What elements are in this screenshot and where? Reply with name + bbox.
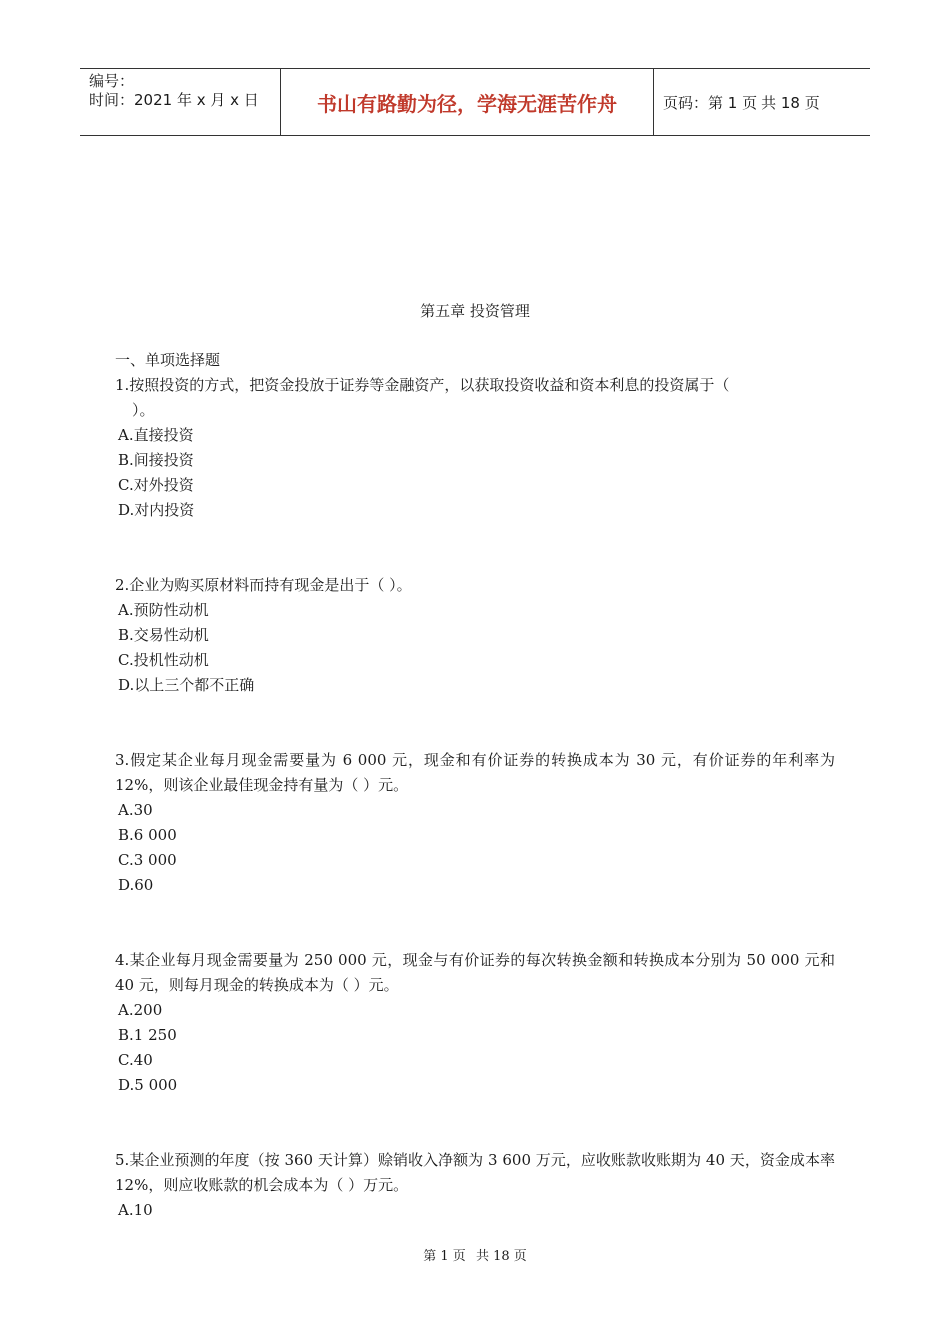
question-stem: 2.企业为购买原材料而持有现金是出于（ ）。 <box>115 576 412 594</box>
question-2 <box>115 573 835 698</box>
header-page-number: 页码：第 1 页 <box>663 93 758 112</box>
question-4 <box>115 948 835 1098</box>
question-stem: 4.某企业每月现金需要量为 250 000 元，现金与有价证券的每次转换金额和转换成本分别为 50 000 元和 40 元，则每月现金的转换成本为（ ）元。 <box>115 951 835 994</box>
question-1 <box>115 373 835 523</box>
question-stem: 3.假定某企业每月现金需要量为 6 000 元，现金和有价证券的转换成本为 30 元，有价证券的年利率为 12%，则该企业最佳现金持有量为（ ）元。 <box>115 751 835 794</box>
option-b: B.6 000 <box>118 826 177 844</box>
option-a: A.200 <box>118 1001 163 1019</box>
question-stem: 5.某企业预测的年度（按 360 天计算）赊销收入净额为 3 600 万元，应收账款收账期为 40 天，资金成本率 12%，则应收账款的机会成本为（ ）万元。 <box>115 1151 835 1194</box>
chapter-title: 第五章 投资管理 <box>420 302 530 320</box>
header-number: 编号： <box>89 72 135 90</box>
question-stem-continued: ）。 <box>132 401 155 419</box>
header-meta <box>80 69 281 135</box>
option-c: C.40 <box>118 1051 153 1069</box>
question-5 <box>115 1148 835 1223</box>
footer-page-number: 第 1 页 <box>423 1249 466 1264</box>
option-b: B.间接投资 <box>118 451 194 469</box>
header-time: 时间：2021 年 x 月 x 日 <box>89 91 259 109</box>
footer-page-total: 共 18 页 <box>475 1249 527 1264</box>
question-3 <box>115 748 835 898</box>
option-c: C.3 000 <box>118 851 177 869</box>
header-page-total: 共 18 页 <box>761 93 820 112</box>
header-page-info <box>654 69 870 135</box>
option-c: C.对外投资 <box>118 476 194 494</box>
option-b: B.交易性动机 <box>118 626 209 644</box>
option-a: A.10 <box>118 1201 153 1219</box>
option-d: D.60 <box>118 876 154 894</box>
option-c: C.投机性动机 <box>118 651 209 669</box>
document-body <box>115 348 835 1273</box>
header-motto: 书山有路勤为径，学海无涯苦作舟 <box>281 69 654 135</box>
option-a: A.预防性动机 <box>118 601 209 619</box>
option-a: A.直接投资 <box>118 426 194 444</box>
page-header <box>80 68 870 136</box>
option-d: D.以上三个都不正确 <box>118 676 255 694</box>
option-d: D.对内投资 <box>118 501 195 519</box>
question-stem: 1.按照投资的方式，把资金投放于证券等金融资产，以获取投资收益和资本利息的投资属于（ <box>115 376 730 394</box>
option-a: A.30 <box>118 801 153 819</box>
section-title: 一、单项选择题 <box>115 351 221 369</box>
option-d: D.5 000 <box>118 1076 178 1094</box>
page-footer <box>0 1245 950 1264</box>
option-b: B.1 250 <box>118 1026 177 1044</box>
